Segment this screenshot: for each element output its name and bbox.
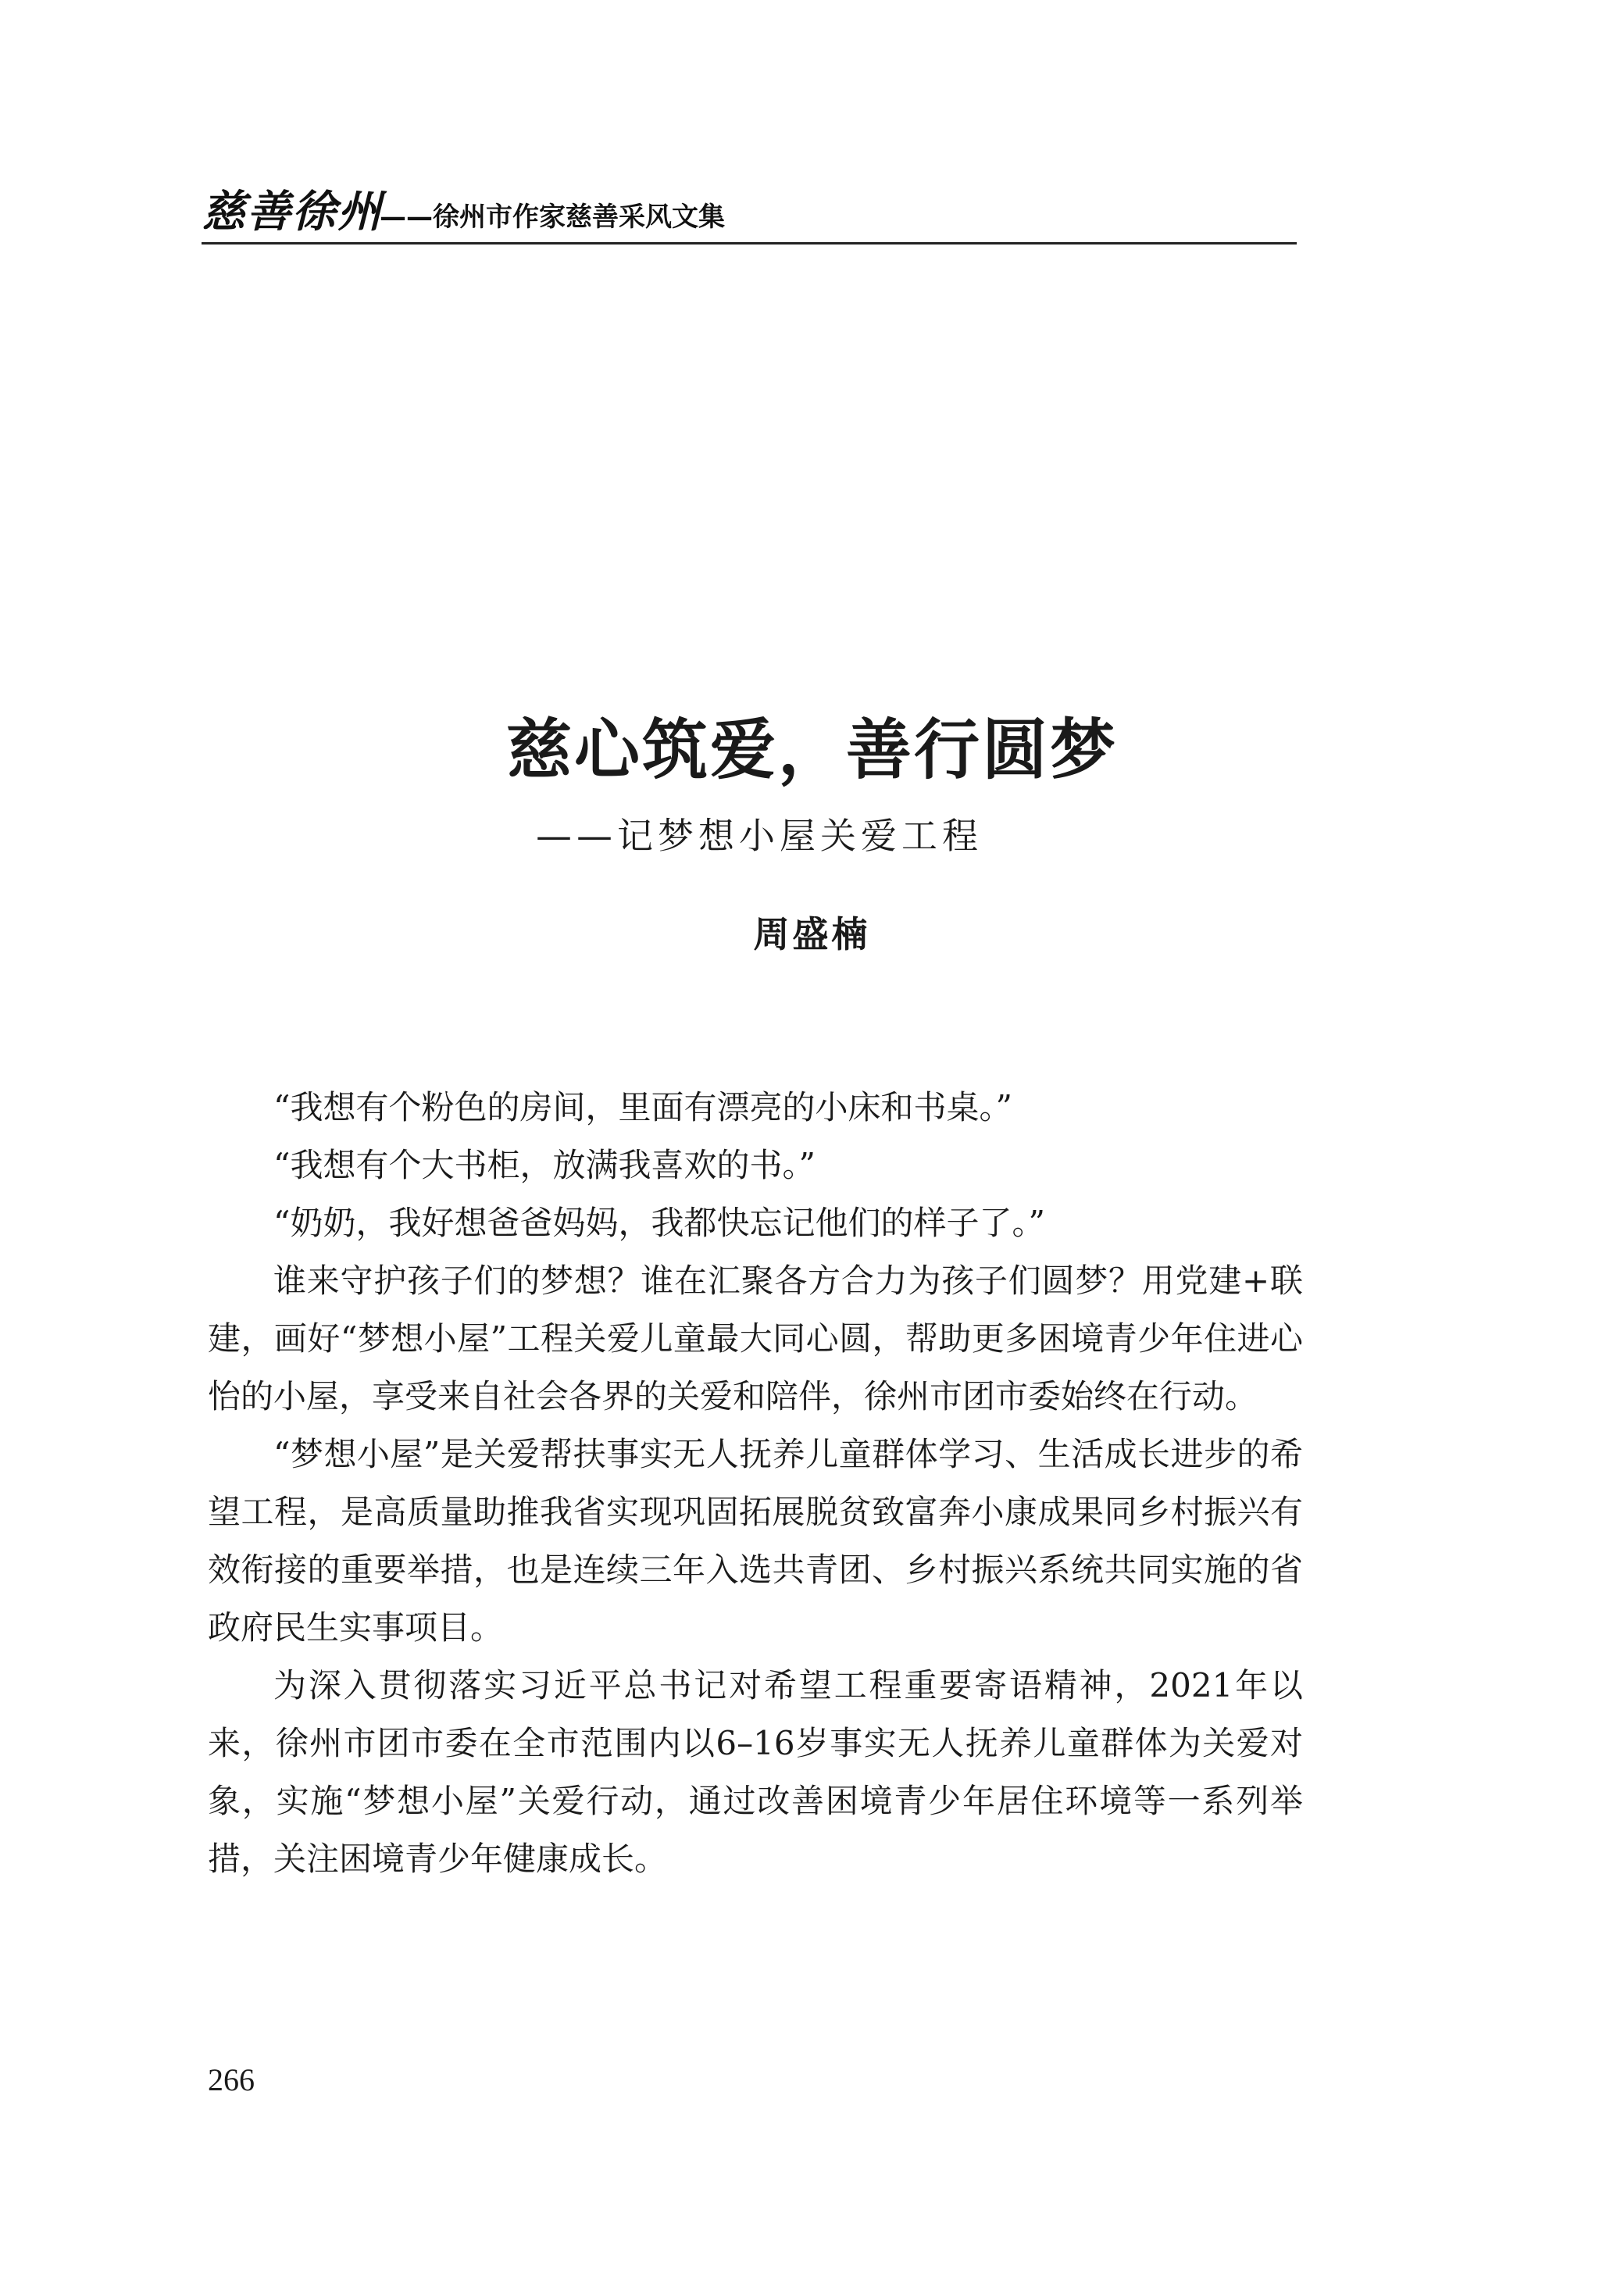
- article-subtitle: ——记梦想小屋关爱工程: [536, 815, 983, 857]
- paragraph-quote-1: “我想有个粉色的房间，里面有漂亮的小床和书桌。”: [273, 1088, 1012, 1126]
- book-collection-title: ——徐州市作家慈善采风文集: [380, 202, 725, 233]
- article-author: 周盛楠: [753, 913, 871, 955]
- running-header: [202, 178, 1297, 244]
- paragraph-project-description: “梦想小屋”是关爱帮扶事实无人抚养儿童群体学习、生活成长进步的希望工程，是高质量助推我省实现巩固拓展脱贫致富奔小康成果同乡村振兴有效衔接的重要举措，也是连续三年入选共青团、乡村振兴系统共同实施的省政府民生实事项目。: [208, 1435, 1303, 1647]
- article-title: 慈心筑爱，善行圆梦: [505, 711, 1118, 788]
- page-number: 266: [208, 2062, 255, 2097]
- paragraph-quote-3: “奶奶，我好想爸爸妈妈，我都快忘记他们的样子了。”: [273, 1204, 1045, 1242]
- paragraph-implementation: 为深入贯彻落实习近平总书记对希望工程重要寄语精神，2021年以来，徐州市团市委在全市范围内以6–16岁事实无人抚养儿童群体为关爱对象，实施“梦想小屋”关爱行动，通过改善困境青少年居住环境等一系列举措，关注困境青少年健康成长。: [208, 1666, 1303, 1878]
- article-body: [208, 1079, 1303, 1888]
- paragraph-intro: 谁来守护孩子们的梦想？谁在汇聚各方合力为孩子们圆梦？用党建+联建，画好“梦想小屋”工程关爱儿童最大同心圆，帮助更多困境青少年住进心怡的小屋，享受来自社会各界的关爱和陪伴，徐州市团市委始终在行动。: [208, 1262, 1303, 1415]
- paragraph-quote-2: “我想有个大书柜，放满我喜欢的书。”: [273, 1146, 816, 1184]
- book-brand-calligraphy: 慈善徐州: [202, 186, 383, 237]
